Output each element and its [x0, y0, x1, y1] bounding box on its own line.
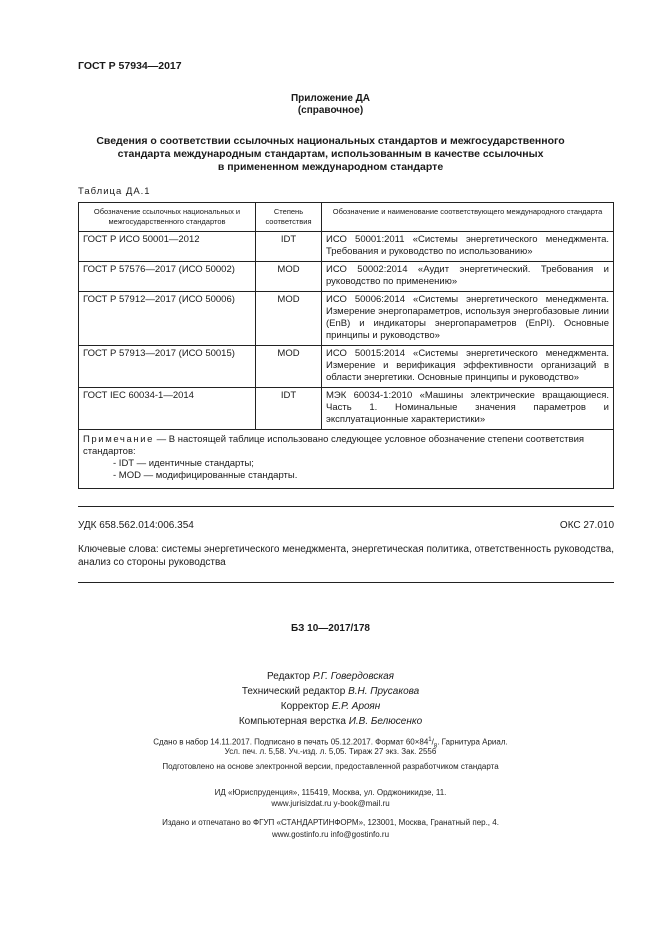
- table-row: [79, 232, 614, 262]
- prepared-note: Подготовлено на основе электронной версии, предоставленной разработчиком стандарта: [162, 762, 499, 771]
- table-row: [79, 292, 614, 346]
- cell-national: ГОСТ Р 57576—2017 (ИСО 50002): [79, 262, 256, 292]
- print-line: . Гарнитура Ариал.: [437, 737, 508, 747]
- note-list: [83, 458, 609, 482]
- cell-national: ГОСТ Р 57913—2017 (ИСО 50015): [79, 346, 256, 388]
- publisher-address: ИД «Юриспруденция», 115419, Москва, ул. Орджоникидзе, 11.: [214, 788, 447, 797]
- table-label: Таблица ДА.1: [78, 186, 151, 197]
- header-international: Обозначение и наименование соответствующего международного стандарта: [322, 203, 614, 232]
- cell-international: ИСО 50015:2014 «Системы энергетического менеджмента. Измерение и верификация эффективности организаций в области энергетики. Основные принципы и руководство»: [322, 346, 614, 388]
- note-item: - IDT — идентичные стандарты;: [113, 458, 254, 469]
- keywords: Ключевые слова: системы энергетического менеджмента, энергетическая политика, ответственность руководства, анализ со стороны руководства: [78, 544, 614, 568]
- table-note-row: [79, 430, 614, 489]
- table-row: [79, 388, 614, 430]
- cell-international: ИСО 50006:2014 «Системы энергетического менеджмента. Измерение энергопараметров, используя энергобазовые линии (EnB) и индикаторы энергопараметров (EnPI). Основные принципы и руководство»: [322, 292, 614, 346]
- annex-type: (справочное): [297, 105, 364, 116]
- title-line: в примененном международном стандарте: [217, 161, 444, 173]
- credit-role: Технический редактор: [241, 686, 346, 697]
- credit-name: Р.Г. Говердовская: [312, 671, 394, 682]
- note-item: - MOD — модифицированные стандарты.: [113, 470, 298, 481]
- header-degree: Степень соответствия: [256, 203, 322, 232]
- print-line: Сдано в набор 14.11.2017. Подписано в печать 05.12.2017. Формат 60×84: [153, 737, 429, 747]
- cell-international: ИСО 50002:2014 «Аудит энергетический. Требования и руководство по применению»: [322, 262, 614, 292]
- format-sup: 1: [428, 737, 432, 743]
- credit-name: В.Н. Прусакова: [348, 686, 420, 697]
- credit-role: Редактор: [267, 671, 311, 682]
- divider: [78, 506, 614, 507]
- credits: [0, 669, 661, 729]
- cell-degree: MOD: [256, 292, 322, 346]
- credit-role: Компьютерная верстка: [238, 716, 346, 727]
- publisher-contacts: www.jurisizdat.ru y-book@mail.ru: [271, 799, 390, 808]
- credit-role: Корректор: [280, 701, 329, 712]
- annex-title: Приложение ДА: [290, 93, 371, 104]
- cell-degree: IDT: [256, 232, 322, 262]
- table-header-row: [79, 203, 614, 232]
- credit-line: [0, 714, 661, 729]
- cell-national: ГОСТ Р ИСО 50001—2012: [79, 232, 256, 262]
- table-row: [79, 346, 614, 388]
- credit-name: И.В. Белюсенко: [348, 716, 423, 727]
- title-line: стандарта международным стандартам, использованным в качестве ссылочных: [117, 148, 544, 160]
- table-row: [79, 262, 614, 292]
- credit-name: Е.Р. Ароян: [331, 701, 381, 712]
- note-label: Примечание: [83, 434, 154, 445]
- cell-degree: MOD: [256, 346, 322, 388]
- header-national: Обозначение ссылочных национальных и межгосударственного стандартов: [79, 203, 256, 232]
- cell-degree: MOD: [256, 262, 322, 292]
- document-header: ГОСТ Р 57934—2017: [78, 60, 182, 72]
- oks-code: ОКС 27.010: [559, 520, 614, 531]
- credit-line: [0, 699, 661, 714]
- print-volume: Усл. печ. л. 5,58. Уч.-изд. л. 5,05. Тираж 27 экз. Зак. 2556: [224, 747, 437, 756]
- cell-degree: IDT: [256, 388, 322, 430]
- credit-line: [0, 669, 661, 684]
- udk-code: УДК 658.562.014:006.354: [78, 520, 194, 531]
- format-sub: 8: [433, 743, 438, 750]
- printer-address: Издано и отпечатано во ФГУП «СТАНДАРТИНФОРМ», 123001, Москва, Гранатный пер., 4.: [162, 818, 499, 827]
- table-note: [79, 430, 614, 489]
- bz-number: БЗ 10—2017/178: [291, 623, 370, 634]
- cell-national: ГОСТ Р 57912—2017 (ИСО 50006): [79, 292, 256, 346]
- divider: [78, 582, 614, 583]
- note-text: — В настоящей таблице использовано следующее условное обозначение степени соответствия стандартов:: [83, 434, 585, 457]
- cell-national: ГОСТ IEC 60034-1—2014: [79, 388, 256, 430]
- correspondence-table: [78, 202, 614, 489]
- cell-international: ИСО 50001:2011 «Системы энергетического менеджмента. Требования и руководство по использованию»: [322, 232, 614, 262]
- credit-line: [0, 684, 661, 699]
- title-line: Сведения о соответствии ссылочных национальных стандартов и межгосударственного: [96, 135, 565, 147]
- section-title: [0, 135, 661, 174]
- cell-international: МЭК 60034-1:2010 «Машины электрические вращающиеся. Часть 1. Номинальные значения параметров и эксплуатационные характеристики»: [322, 388, 614, 430]
- printer-contacts: www.gostinfo.ru info@gostinfo.ru: [271, 830, 390, 839]
- print-details: Сдано в набор 14.11.2017. Подписано в печать 05.12.2017. Формат $60\times 84^1/_8$. Гарнитура Ариал.: [153, 737, 508, 750]
